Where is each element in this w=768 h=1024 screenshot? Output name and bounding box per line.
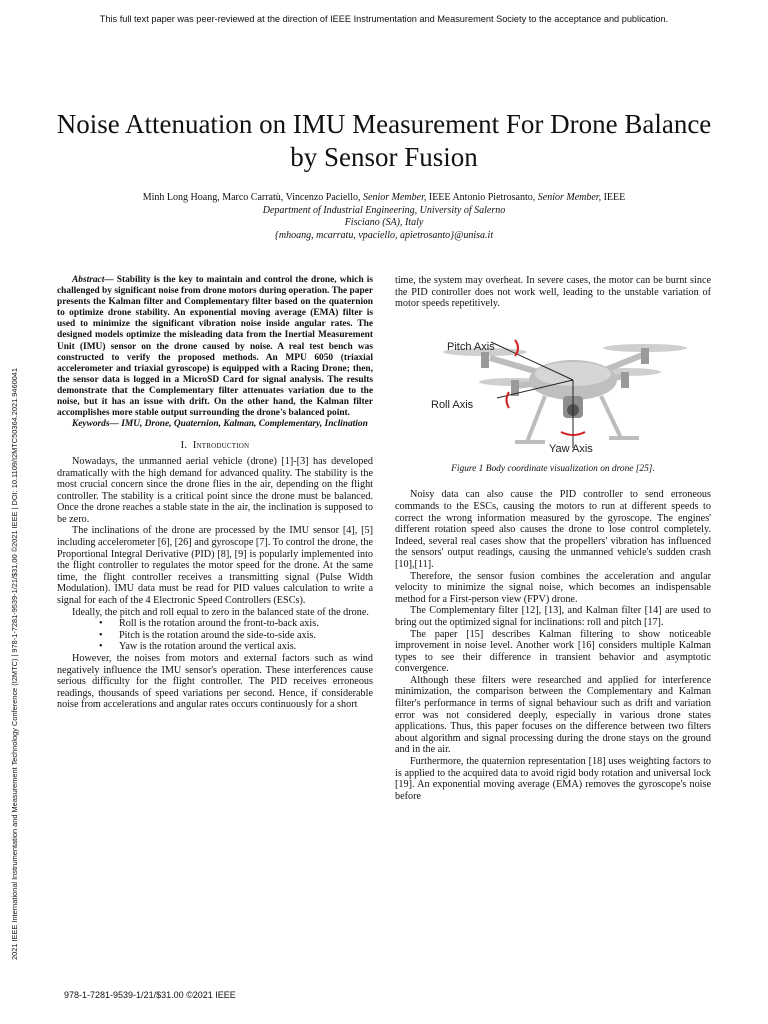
paper-title: Noise Attenuation on IMU Measurement For Drone Balance by Sensor Fusion <box>56 109 712 172</box>
roll-axis-label: Roll Axis <box>431 398 474 411</box>
copyright-footer: 978-1-7281-9539-1/21/$31.00 ©2021 IEEE <box>64 990 236 1000</box>
yaw-axis-label: Yaw Axis <box>549 442 593 454</box>
right-continuation: time, the system may overheat. In severe cases, the motor can be burnt since the PID controller does not work well, leading to the unstable variation of motor speeds repetitively. <box>395 275 711 310</box>
intro-paragraph-2: The inclinations of the drone are processed by the IMU sensor [4], [5] including accelerometer [6], [26] and gyroscope [7]. To control the drone, the Proportional Integral Derivative (PID) [8], [9] is popularly implemented into the flight controller to regulates the motor speed for the drone. At the same time, the flight controller receives a transmitting signal (Pulse Width Modulation). IMU data must be read for PID values calculation to write a signal for each of the 4 Electronic Speed Controllers (ESCs). <box>57 525 373 607</box>
list-item: • Yaw is the rotation around the vertical axis. <box>119 641 373 653</box>
figure-caption: Figure 1 Body coordinate visualization on drone [25]. <box>451 463 655 474</box>
right-column <box>395 275 711 802</box>
body-paragraph-2: Therefore, the sensor fusion combines the acceleration and angular velocity to minimize the signal noise, which becomes an indispensable method for a First-person view (FPV) drone. <box>395 570 711 605</box>
author-names-b: IEEE Antonio Pietrosanto, <box>426 192 538 203</box>
drone-illustration <box>395 322 711 454</box>
body-paragraph-4: The paper [15] describes Kalman filtering to show noticeable improvement in noise level. Another work [16] considers multiple Kalman types to see their difference in transient behavior and asymptotic convergence. <box>395 628 711 675</box>
author-names <box>40 192 728 205</box>
body-paragraph-6: Furthermore, the quaternion representation [18] uses weighting factors to is applied to the acquired data to avoid rigid body rotation and universal lock [19]. An exponential moving average (EMA) removes the gyroscope's noise before <box>395 756 711 802</box>
author-role-a: Senior Member, <box>363 192 427 203</box>
author-department: Department of Industrial Engineering, University of Salerno <box>262 204 506 216</box>
author-names-a: Minh Long Hoang, Marco Carratù, Vincenzo Paciello, <box>142 192 364 203</box>
peer-review-note: This full text paper was peer-reviewed at the direction of IEEE Instrumentation and Measurement Society to the acceptance and publication. <box>99 14 669 24</box>
intro-paragraph-4: However, the noises from motors and external factors such as wind negatively influence the IMU sensor's operation. These interferences cause serious difficulty for the flight controller. The PID receives erroneous readings, thousands of speed variations per second. Hence, if considerable noise from accelerations and angular rates occurs continuously for a short <box>57 653 373 711</box>
abstract <box>57 275 373 419</box>
body-paragraph-3: The Complementary filter [12], [13], and Kalman filter [14] are used to bring out the optimized signal for inclinations: roll and pitch [17]. <box>395 605 711 628</box>
conference-sidebar: 2021 IEEE International Instrumentation and Measurement Technology Conference (I2MTC) | 978-1-7281-9539-1/21/$31.00 ©2021 IEEE | DOI: 10.1109/I2MTC50364.2021.9460041 <box>10 367 19 960</box>
intro-paragraph-1: Nowadays, the unmanned aerial vehicle (drone) [1]-[3] has developed dramatically with the high demand for advanced quality. The stability is the most crucial concern since the drone flies in the air, depending on the flight controller. The stability is a critical point since the drone must be balanced. Once the drone reaches a stable state in the air, the inclination is supposed to be zero. <box>57 455 373 525</box>
pitch-axis-label: Pitch Axis <box>447 340 495 353</box>
intro-paragraph-3: Ideally, the pitch and roll equal to zero in the balanced state of the drone. <box>72 606 369 618</box>
abstract-text: Stability is the key to maintain and control the drone, which is challenged by significant noise from drone motors during operation. The paper presents the Kalman filter and Complementary filter based on the quaternion to optimize drone stability. An exponential moving average (EMA) filter is used to minimize the significant vibration noise inside angular rates. The designed models optimize the misleading data from the Inertial Measurement Unit (IMU) sensor on the drone caused by noise. A real test bench was constructed to verify the proposed methods. An MPU 6050 (triaxial accelerometer and triaxial gyroscope) is equipped with a Racing Drone; then, the sensor data is logged in a MicroSD Card for signal analysis. The results demonstrate that the Complementary filter attenuates variation due to the noise, but it has an issue with drift. On the other hand, the Kalman filter accomplishes more stable output surrounding the drone's balanced point. <box>57 275 373 419</box>
author-emails: {mhoang, mcarratu, vpaciello, apietrosanto}@unisa.it <box>274 229 494 241</box>
drone-figure <box>395 322 711 454</box>
section-title: Introduction <box>192 440 250 452</box>
abstract-lead: Abstract— <box>72 275 114 285</box>
author-names-c: IEEE <box>601 192 626 203</box>
author-block <box>40 192 728 242</box>
axis-bullet-list <box>119 618 373 653</box>
author-role-b: Senior Member, <box>537 192 602 203</box>
list-item: • Pitch is the rotation around the side-to-side axis. <box>119 630 373 642</box>
author-location: Fisciano (SA), Italy <box>344 217 424 228</box>
section-heading <box>57 440 373 452</box>
keywords: Keywords— IMU, Drone, Quaternion, Kalman, Complementary, Inclination <box>72 419 368 430</box>
left-column <box>57 275 373 711</box>
body-paragraph-5: Although these filters were researched and applied for interference minimization, the comparison between the Complementary and Kalman filter's performance in terms of signal behaviour such as drift and variation error was not considered deeply, especially in various drone states applications. Thus, this paper focuses on the difference between two filters about algorithm and signal processing during the drone stays on the ground and in the air. <box>395 674 711 756</box>
section-number: I. <box>180 440 188 452</box>
list-item: • Roll is the rotation around the front-to-back axis. <box>119 618 373 630</box>
body-paragraph-1: Noisy data can also cause the PID controller to send erroneous commands to the ESCs, causing the motors to run at different speeds to correct the wrong information measured by the gyroscope. The engines' different rotation speed also causes the drone to lose control completely. Indeed, several real cases show that the propellers' vibration has influenced the sensors' output readings, causing the unmanned vehicle's sudden crash [10],[11]. <box>395 489 711 570</box>
